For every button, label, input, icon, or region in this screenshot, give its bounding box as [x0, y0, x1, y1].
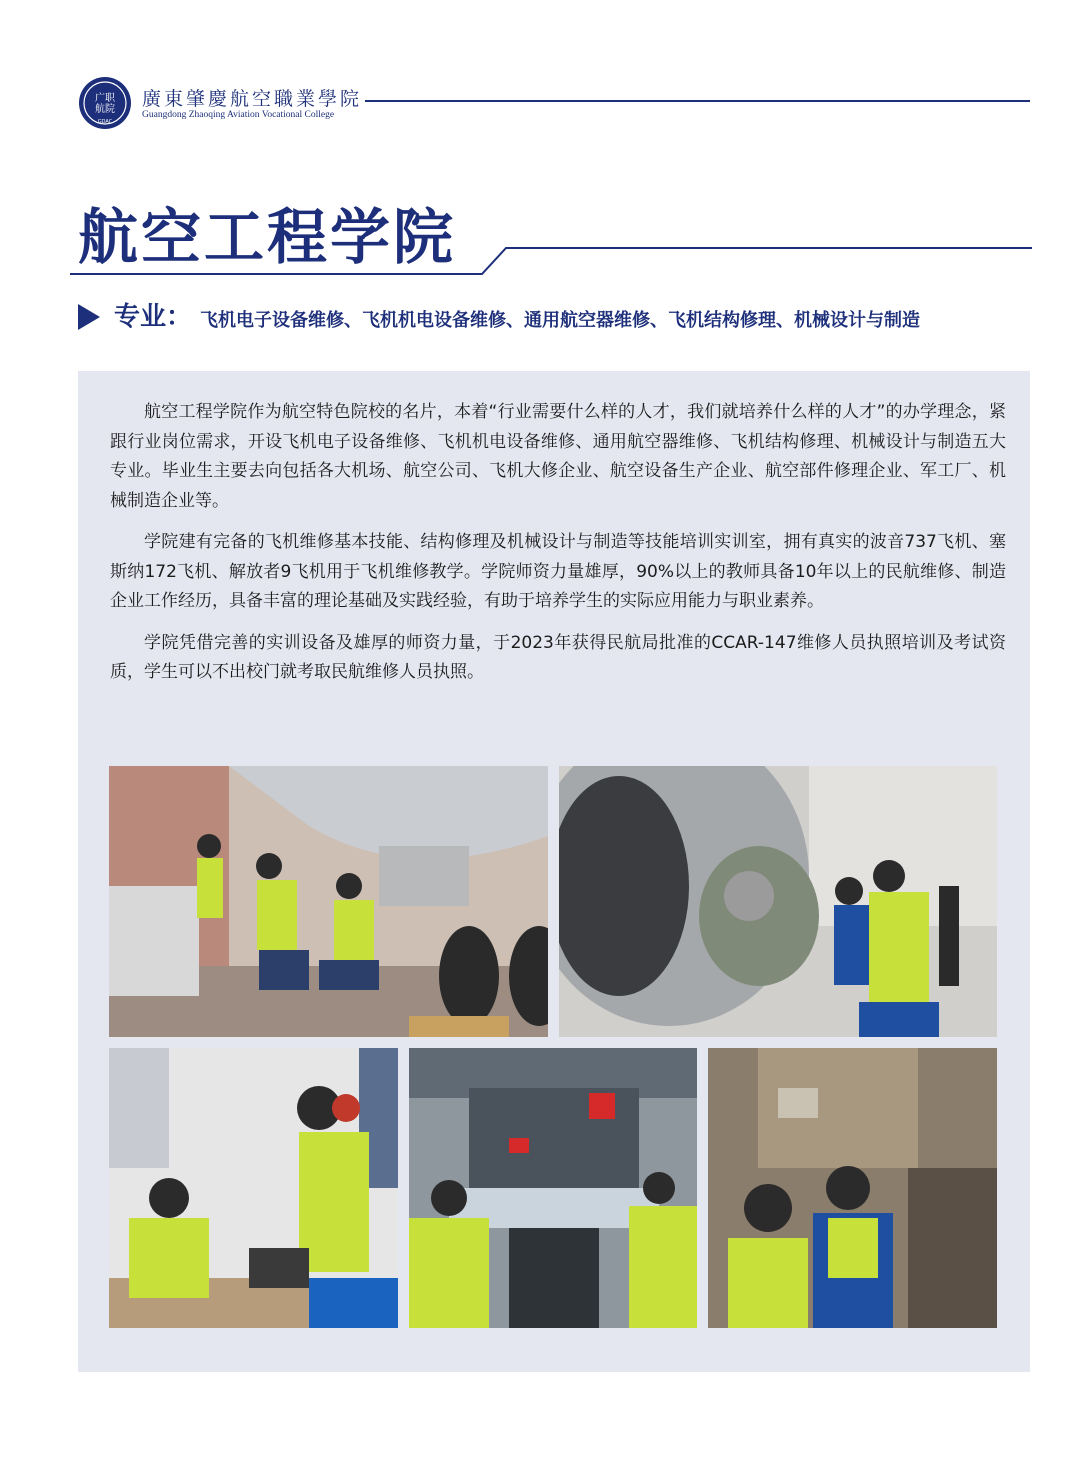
title-underline: [70, 240, 1032, 280]
svg-text:航院: 航院: [95, 104, 115, 115]
majors-list: 飞机电子设备维修、飞机机电设备维修、通用航空器维修、飞机结构修理、机械设计与制造: [200, 310, 920, 331]
photo-landing-gear-training: [109, 766, 548, 1037]
page-title: 航空工程学院: [78, 203, 456, 273]
college-name-en: Guangdong Zhaoqing Aviation Vocational College: [142, 110, 335, 120]
svg-text:GDAC: GDAC: [97, 119, 113, 125]
intro-paragraph: 航空工程学院作为航空特色院校的名片，本着“行业需要什么样的人才，我们就培养什么样的人才”的办学理念，紧跟行业岗位需求，开设飞机电子设备维修、飞机机电设备维修、通用航空器维修、飞机结构修理、机械设计与制造五大专业。毕业生主要去向包括各大机场、航空公司、飞机大修企业、航空设备生产企业、航空部件修理企业、军工厂、机械制造企业等。: [110, 402, 1006, 511]
photo-engine-inspection: [559, 766, 997, 1037]
intro-paragraph: 学院凭借完善的实训设备及雄厚的师资力量，于2023年获得民航局批准的CCAR-147维修人员执照培训及考试资质，学生可以不出校门就考取民航维修人员执照。: [110, 632, 1006, 682]
intro-text: [110, 398, 1006, 700]
header-divider: [365, 100, 1030, 102]
college-emblem-icon: [78, 76, 132, 130]
photo-structure-inspection: [708, 1048, 997, 1328]
intro-paragraph: 学院建有完备的飞机维修基本技能、结构修理及机械设计与制造等技能培训实训室，拥有真实的波音737飞机、塞斯纳172飞机、解放者9飞机用于飞机维修教学。学院师资力量雄厚，90%以上的教师具备10年以上的民航维修、制造企业工作经历，具备丰富的理论基础及实践经验，有助于培养学生的实际应用能力与职业素养。: [110, 532, 1006, 611]
photo-bench-work: [109, 1048, 398, 1328]
triangle-bullet-icon: [78, 304, 100, 330]
college-name-cn: 廣東肇慶航空職業學院: [142, 88, 363, 110]
photo-cockpit-training: [409, 1048, 697, 1328]
svg-text:广职: 广职: [95, 93, 115, 104]
majors-label: 专业：: [114, 302, 193, 332]
